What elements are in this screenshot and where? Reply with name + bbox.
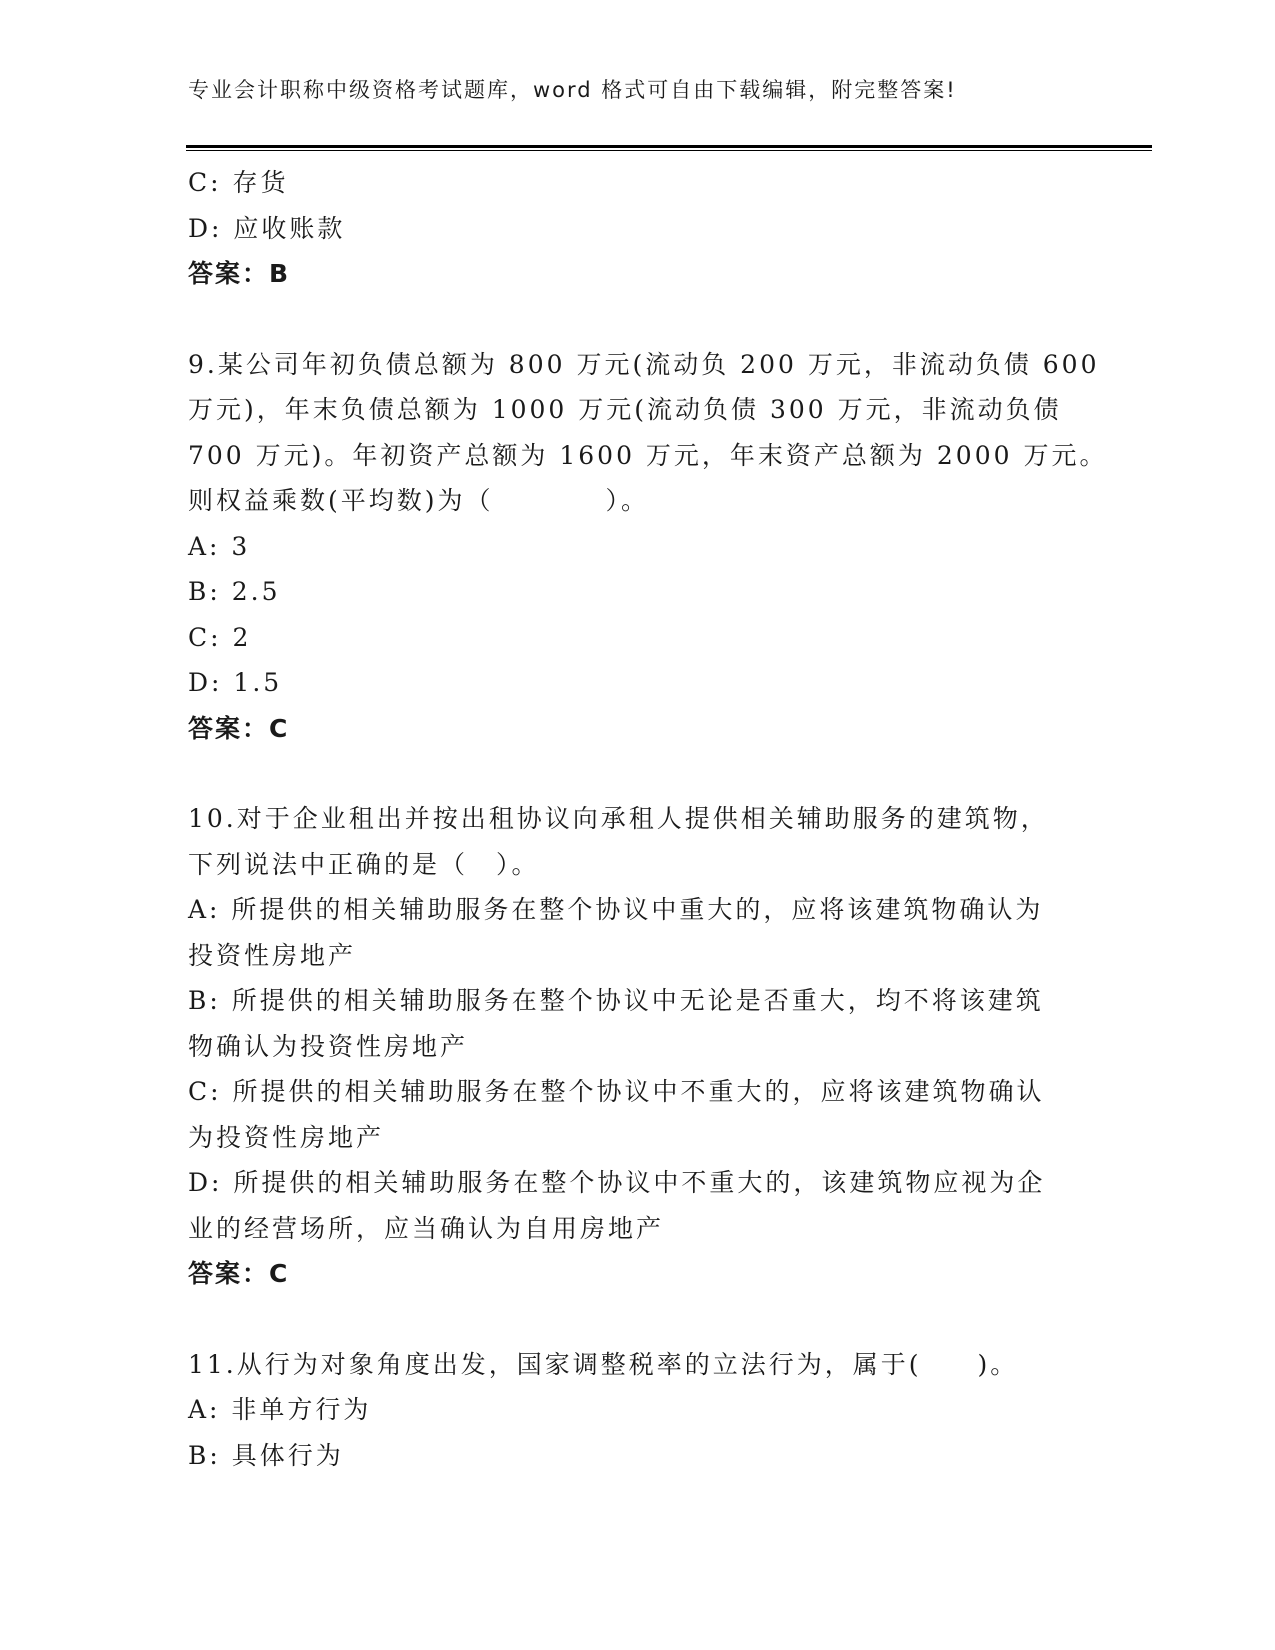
option-b-line: 物确认为投资性房地产	[188, 1031, 469, 1061]
option-a-line: A: 所提供的相关辅助服务在整个协议中重大的，应将该建筑物确认为	[188, 895, 1044, 924]
option-b-line: B: 所提供的相关辅助服务在整个协议中无论是否重大，均不将该建筑	[188, 986, 1044, 1015]
option-d: D: 应收账款	[188, 213, 346, 243]
question-stem-line: 700 万元)。年初资产总额为 1600 万元，年末资产总额为 2000 万元。	[188, 440, 1108, 470]
question-stem-line: 则权益乘数(平均数)为（ ）。	[188, 486, 650, 515]
prev-question	[188, 160, 1088, 297]
question-stem-line: 下列说法中正确的是（ ）。	[188, 849, 540, 879]
answer: 答案：B	[188, 259, 291, 288]
header-rule	[186, 145, 1152, 148]
option-c: C: 存货	[188, 168, 289, 197]
question-11	[188, 1342, 1088, 1479]
answer: 答案：C	[188, 713, 290, 743]
option-d: D: 1.5	[188, 668, 283, 697]
question-stem-line: 10.对于企业租出并按出租协议向承租人提供相关辅助服务的建筑物，	[188, 804, 1049, 833]
question-stem-line: 万元)，年末负债总额为 1000 万元(流动负债 300 万元，非流动负债	[188, 395, 1062, 424]
option-c-line: C: 所提供的相关辅助服务在整个协议中不重大的，应将该建筑物确认	[188, 1077, 1045, 1106]
question-stem-line: 9.某公司年初负债总额为 800 万元(流动负 200 万元，非流动负债 600	[188, 349, 1100, 379]
question-10	[188, 796, 1088, 1297]
question-9	[188, 342, 1108, 752]
page-header: 专业会计职称中级资格考试题库，word 格式可自由下载编辑，附完整答案!	[188, 78, 957, 102]
spacer	[188, 297, 1088, 342]
option-c: C: 2	[188, 622, 252, 652]
option-a: A: 非单方行为	[188, 1395, 372, 1424]
option-d-line: D: 所提供的相关辅助服务在整个协议中不重大的，该建筑物应视为企	[188, 1168, 1046, 1197]
document-body	[188, 160, 1108, 1478]
answer: 答案：C	[188, 1259, 290, 1288]
header-rule-thin	[186, 150, 1152, 151]
option-d-line: 业的经营场所，应当确认为自用房地产	[188, 1213, 665, 1243]
option-b: B: 具体行为	[188, 1440, 344, 1470]
spacer	[188, 751, 1088, 796]
option-c-line: 为投资性房地产	[188, 1122, 385, 1152]
option-b: B: 2.5	[188, 577, 281, 606]
option-a: A: 3	[188, 531, 251, 561]
question-stem-line: 11.从行为对象角度出发，国家调整税率的立法行为，属于( )。	[188, 1349, 1019, 1379]
option-a-line: 投资性房地产	[188, 940, 357, 970]
spacer	[188, 1297, 1088, 1342]
